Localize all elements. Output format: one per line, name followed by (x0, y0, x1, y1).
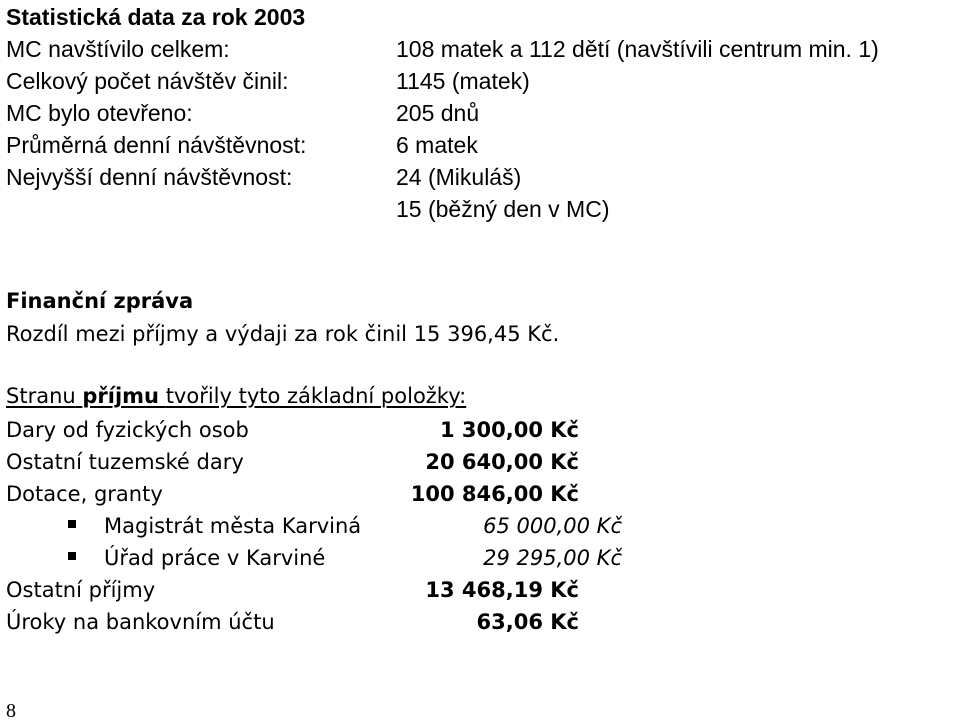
income-intro-before: Stranu (6, 384, 76, 408)
income-intro (6, 380, 466, 412)
stats-value: 205 dnů (396, 100, 480, 126)
page-number: 8 (6, 700, 16, 722)
finance-title: Finanční zpráva (6, 289, 194, 313)
stats-label: Průměrná denní návštěvnost: (6, 132, 307, 158)
income-subitem-amount: 65 000,00 Kč (483, 514, 622, 538)
income-item-amount: 13 468,19 Kč (425, 578, 579, 602)
income-item-amount: 100 846,00 Kč (410, 482, 579, 506)
bullet-icon (68, 520, 76, 528)
income-item-amount: 20 640,00 Kč (425, 450, 579, 474)
income-item-label: Dotace, granty (6, 482, 163, 506)
stats-label: Nejvyšší denní návštěvnost: (6, 164, 293, 190)
income-item-amount: 1 300,00 Kč (440, 418, 579, 442)
stats-value: 108 matek a 112 dětí (navštívili centrum min. 1) (396, 36, 879, 62)
income-item-label: Úroky na bankovním účtu (6, 610, 275, 634)
stats-title: Statistická data za rok 2003 (6, 4, 306, 30)
stats-label: Celkový počet návštěv činil: (6, 68, 289, 94)
stats-value-extra: 15 (běžný den v MC) (396, 196, 610, 222)
income-item-label: Dary od fyzických osob (6, 418, 249, 442)
finance-summary: Rozdíl mezi příjmy a výdaji za rok činil 15 396,45 Kč. (6, 322, 560, 346)
stats-value: 6 matek (396, 132, 478, 158)
stats-label: MC bylo otevřeno: (6, 100, 193, 126)
income-item-label: Ostatní příjmy (6, 578, 156, 602)
stats-value: 24 (Mikuláš) (396, 164, 522, 190)
income-item-amount: 63,06 Kč (476, 610, 579, 634)
income-item-label: Ostatní tuzemské dary (6, 450, 244, 474)
income-intro-after: tvořily tyto základní položky: (165, 384, 467, 408)
stats-label: MC navštívilo celkem: (6, 36, 230, 62)
bullet-icon (68, 552, 76, 560)
income-intro-bold: příjmu (82, 384, 159, 408)
income-subitem-amount: 29 295,00 Kč (483, 546, 622, 570)
income-subitem-label: Úřad práce v Karviné (104, 546, 326, 570)
stats-value: 1145 (matek) (396, 68, 530, 94)
income-subitem-label: Magistrát města Karviná (104, 514, 362, 538)
